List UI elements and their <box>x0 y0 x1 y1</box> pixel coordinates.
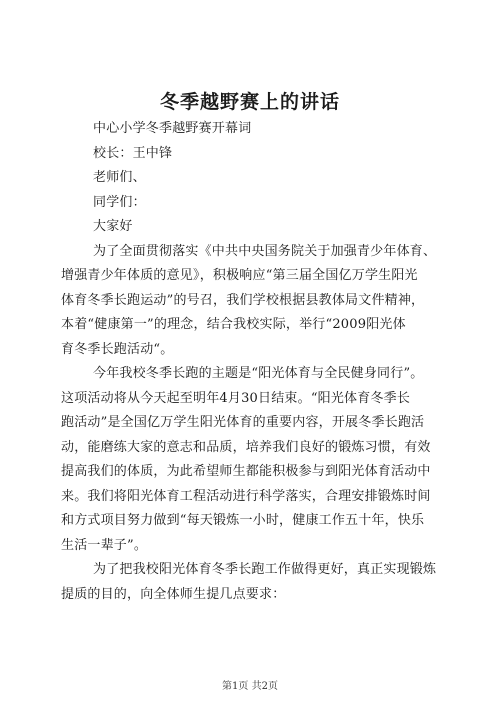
text-line: 老师们、 <box>93 170 146 185</box>
text-line: 和方式项目努力做到“每天锻炼一小时，健康工作五十年，快乐 <box>61 513 425 528</box>
document-body <box>61 117 454 607</box>
text-line: 增强青少年体质的意见》，积极响应“第三届全国亿万学生阳光 <box>61 268 418 283</box>
text-line: 动，能磨练大家的意志和品质，培养我们良好的锻炼习惯，有效 <box>61 439 431 455</box>
document-title: 冬季越野赛上的讲话 <box>159 91 340 113</box>
text-line: 提质的目的，向全体师生提几点要求： <box>61 586 286 602</box>
text-line: 为了全面贯彻落实《中共中央国务院关于加强青少年体育、 <box>93 243 437 259</box>
text-line: 校长：王中锋 <box>93 145 173 161</box>
text-line: 本着“健康第一”的理念，结合我校实际，举行“2009阳光体 <box>61 317 406 332</box>
text-line: 生活一辈子”。 <box>61 537 148 553</box>
text-line: 为了把我校阳光体育冬季长跑工作做得更好，真正实现锻炼 <box>93 562 437 577</box>
text-line: 同学们： <box>93 194 146 210</box>
text-line: 体育冬季长跑运动”的号召，我们学校根据县教体局文件精神， <box>61 292 425 308</box>
text-line: 中心小学冬季越野赛开幕词 <box>93 121 252 136</box>
text-line: 这项活动将从今天起至明年4月30日结束。“阳光体育冬季长 <box>61 390 411 406</box>
text-line: 大家好 <box>93 219 133 234</box>
text-line: 提高我们的体质，为此希望师生都能积极参与到阳光体育活动中 <box>61 464 431 479</box>
text-line: 育冬季长跑活动“。 <box>61 341 174 357</box>
page-footer: 第1页 共2页 <box>222 681 278 692</box>
text-line: 来。我们将阳光体育工程活动进行科学落实，合理安排锻炼时间 <box>61 488 431 504</box>
text-line: 今年我校冬季长跑的主题是“阳光体育与全民健身同行”。 <box>93 366 424 381</box>
text-line: 跑活动”是全国亿万学生阳光体育的重要内容，开展冬季长跑活 <box>61 415 425 430</box>
